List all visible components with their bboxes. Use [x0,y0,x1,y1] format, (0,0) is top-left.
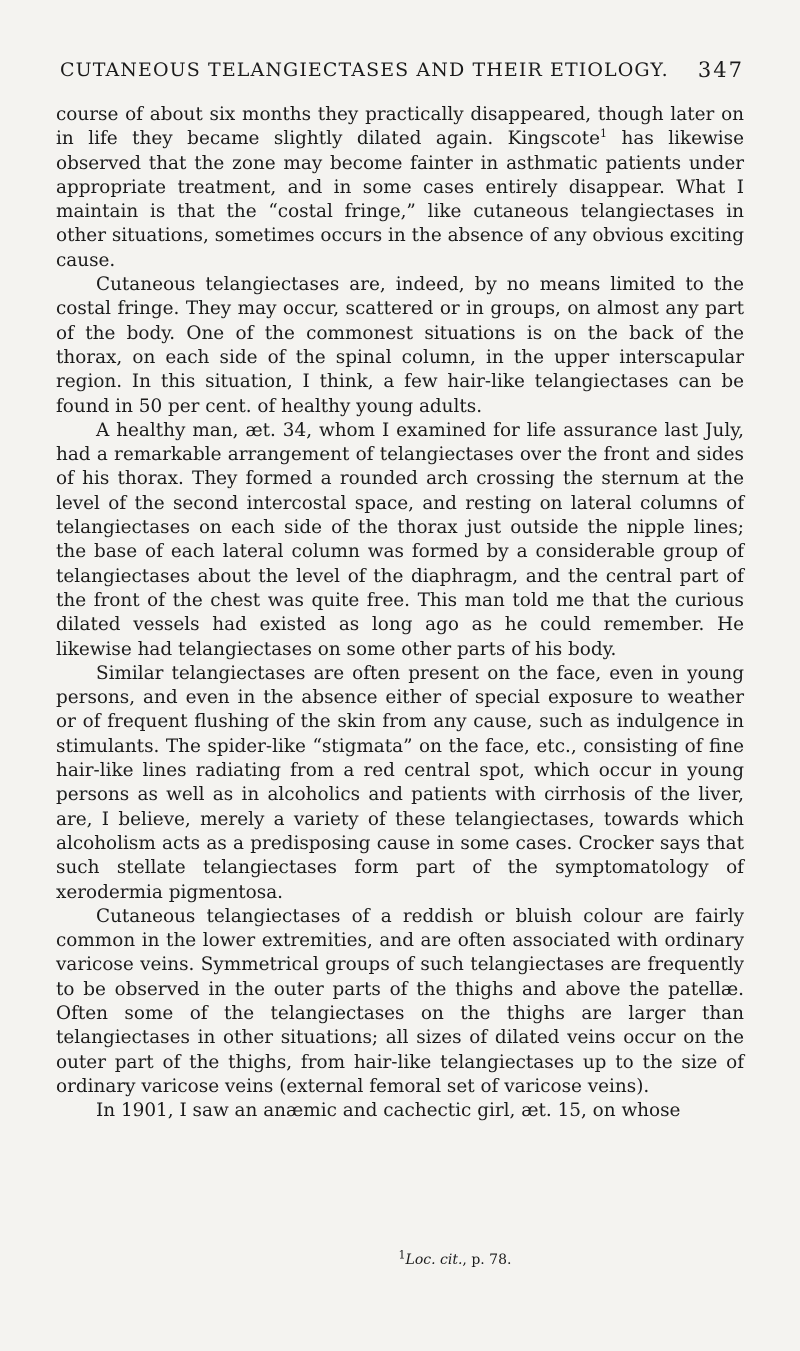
paragraph: A healthy man, æt. 34, whom I examined for life assurance last July, had a remarkable arrangement of telangiectases over the front and sides of his thorax. They formed a rounded arch crossing the sternum at the level of the second intercostal space, and resting on lateral columns of telangiectases on each side of the thorax just outside the nipple lines; the base of each lateral column was formed by a considerable group of telangiectases about the level of the diaphragm, and the central part of the front of the chest was quite free. This man told me that the curious dilated vessels had existed as long ago as he could remember. He likewise had telangiectases on some other parts of his body. [56,419,744,660]
paragraph: Similar telangiectases are often present on the face, even in young persons, and even in the absence either of special exposure to weather or of frequent flushing of the skin from any cause, such as indulgence in stimulants. The spider-like “stigmata” on the face, etc., consisting of fine hair-like lines radiating from a red central spot, which occur in young persons as well as in alcoholics and patients with cirrhosis of the liver, are, I believe, merely a variety of these telangiectases, towards which alcoholism acts as a predisposing cause in some cases. Crocker says that such stellate telangiectases form part of the symptomatology of xerodermia pigmentosa. [56,662,744,903]
running-title: CUTANEOUS TELANGIECTASES AND THEIR ETIOLOGY. [60,59,669,81]
paragraph-text: course of about six months they practically disappeared, though later on in life they became slightly dilated again. Kingscote [56,104,744,150]
paragraph: Cutaneous telangiectases of a reddish or bluish colour are fairly common in the lower extremities, and are often associated with ordinary varicose veins. Symmetrical groups of such telangiectases are frequently to be observed in the outer parts of the thighs and above the patellæ. Often some of the telangiectases on the thighs are larger than telangiectases in other situations; all sizes of dilated veins occur on the outer part of the thighs, from hair-like telangiectases up to the size of ordinary varicose veins (external femoral set of varicose veins). [56,905,744,1097]
paragraph-text: has likewise observed that the zone may become fainter in asthmatic patients under appropriate treatment, and in some cases entirely disappear. What I maintain is that the “costal fringe,” like cutaneous telangiectases in other situations, sometimes occurs in the absence of any obvious exciting cause. [56,128,744,271]
footnote-number: 1 [398,1248,406,1262]
paragraph-continuation [56,103,744,273]
paragraph: Cutaneous telangiectases are, indeed, by no means limited to the costal fringe. They may occur, scattered or in groups, on almost any part of the body. One of the commonest situations is on the back of the thorax, on each side of the spinal column, in the upper interscapular region. In this situation, I think, a few hair-like telangiectases can be found in 50 per cent. of healthy young adults. [56,274,744,417]
running-header [60,56,744,84]
page-number: 347 [697,58,744,82]
footnote-citation: Loc. cit. [405,1252,463,1268]
footnote-page: , p. 78. [462,1252,512,1268]
footnote-marker: 1 [600,127,608,141]
body-text [56,103,744,1123]
footnote [0,1250,800,1270]
paragraph: In 1901, I saw an anæmic and cachectic girl, æt. 15, on whose [96,1100,681,1122]
